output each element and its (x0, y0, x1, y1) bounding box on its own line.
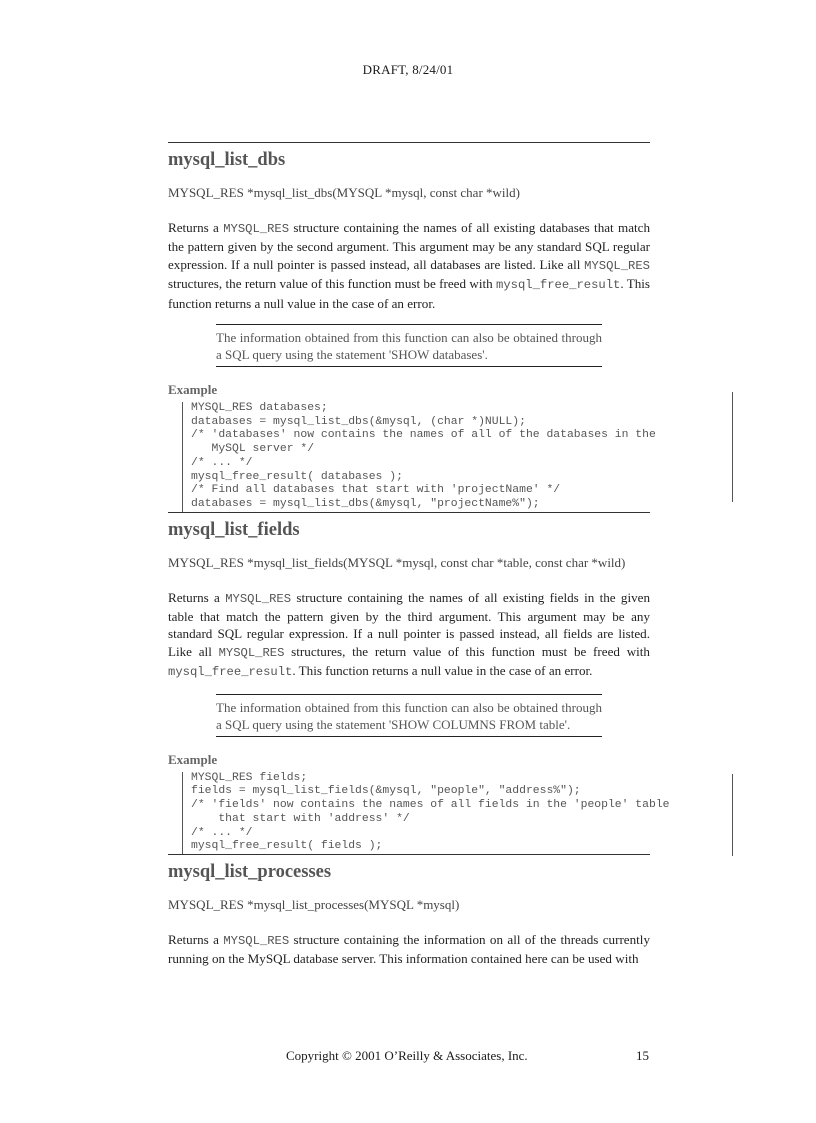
example-label: Example (168, 751, 218, 767)
page-content (168, 142, 670, 968)
inline-code: MYSQL_RES (223, 933, 290, 948)
code-example (182, 771, 670, 854)
inline-code: MYSQL_RES (218, 645, 285, 660)
function-signature: MYSQL_RES *mysql_list_processes(MYSQL *mysql) (168, 896, 460, 912)
body-text: structures, the return value of this function must be freed with (284, 643, 650, 659)
section-title-mysql-list-dbs: mysql_list_dbs (168, 150, 286, 170)
inline-code: MYSQL_RES (223, 222, 290, 236)
inline-code: mysql_free_result (168, 665, 293, 680)
section-title-mysql-list-processes: mysql_list_processes (168, 861, 332, 882)
body-text: structures, the return value of this function must be freed with (168, 276, 496, 292)
body-text: structure containing the names of all existing databases that match the pattern given by the second argument. This argument may be any standard SQL regular expression. If a null pointer is passed instead, all databases are listed. Like all (168, 220, 650, 272)
body-text: structure containing the information on all of the threads currently running on the MySQL database server. This information contained here can be used with (168, 931, 650, 967)
example-label: Example (168, 382, 218, 398)
section-description (168, 931, 650, 968)
function-signature: MYSQL_RES *mysql_list_fields(MYSQL *mysql, const char *table, const char *wild) (168, 554, 626, 570)
body-text: structure containing the names of all existing fields in the given table that match the pattern given by the third argument. This argument may be any standard SQL regular expression. If a null pointer is passed instead, all fields are listed. Like all (168, 589, 650, 659)
code-line: MySQL server */ (191, 443, 315, 456)
code-line: mysql_free_result( databases ); (191, 470, 403, 483)
change-bar (732, 774, 733, 856)
note-box: The information obtained from this function can also be obtained through a SQL query using the statement 'SHOW databases'. (216, 324, 602, 367)
section-description (168, 589, 650, 682)
code-line: fields = mysql_list_fields(&mysql, "people", "address%"); (191, 785, 581, 798)
code-line: /* Find all databases that start with 'projectName' */ (191, 484, 561, 497)
inline-code: MYSQL_RES (225, 591, 292, 606)
code-example (182, 402, 656, 512)
code-line: mysql_free_result( fields ); (191, 840, 383, 853)
section-rule (168, 142, 650, 143)
section-rule (168, 854, 650, 855)
inline-code: mysql_free_result (496, 278, 621, 293)
body-text: . This function returns a null value in the case of an error. (168, 276, 650, 311)
change-bar (732, 392, 733, 502)
body-text: Returns a (168, 589, 226, 605)
page-header: DRAFT, 8/24/01 (362, 62, 454, 77)
code-line: databases = mysql_list_dbs(&mysql, "projectName%"); (191, 497, 540, 510)
code-line: that start with 'address' */ (191, 812, 410, 825)
code-line: /* 'fields' now contains the names of all fields in the 'people' table (191, 799, 670, 812)
note-box: The information obtained from this function can also be obtained through a SQL query using the statement 'SHOW COLUMNS FROM table'. (216, 694, 602, 737)
function-signature: MYSQL_RES *mysql_list_dbs(MYSQL *mysql, const char *wild) (168, 185, 520, 200)
code-line: /* ... */ (191, 456, 253, 469)
code-line: MYSQL_RES fields; (191, 771, 308, 784)
code-line: /* ... */ (191, 826, 253, 839)
code-line: /* 'databases' now contains the names of all of the databases in the (191, 429, 656, 442)
section-description (168, 219, 650, 312)
inline-code: MYSQL_RES (584, 258, 650, 273)
body-text: Returns a (168, 220, 224, 235)
code-line: MYSQL_RES databases; (191, 402, 328, 415)
code-line: databases = mysql_list_dbs(&mysql, (char *)NULL); (191, 415, 526, 428)
page-number: 15 (636, 1048, 649, 1063)
body-text: . This function returns a null value in the case of an error. (292, 663, 593, 679)
section-title-mysql-list-fields: mysql_list_fields (168, 519, 300, 540)
section-rule (168, 512, 650, 513)
body-text: Returns a (168, 931, 224, 947)
copyright-text: Copyright © 2001 O’Reilly & Associates, Inc. (286, 1048, 528, 1063)
